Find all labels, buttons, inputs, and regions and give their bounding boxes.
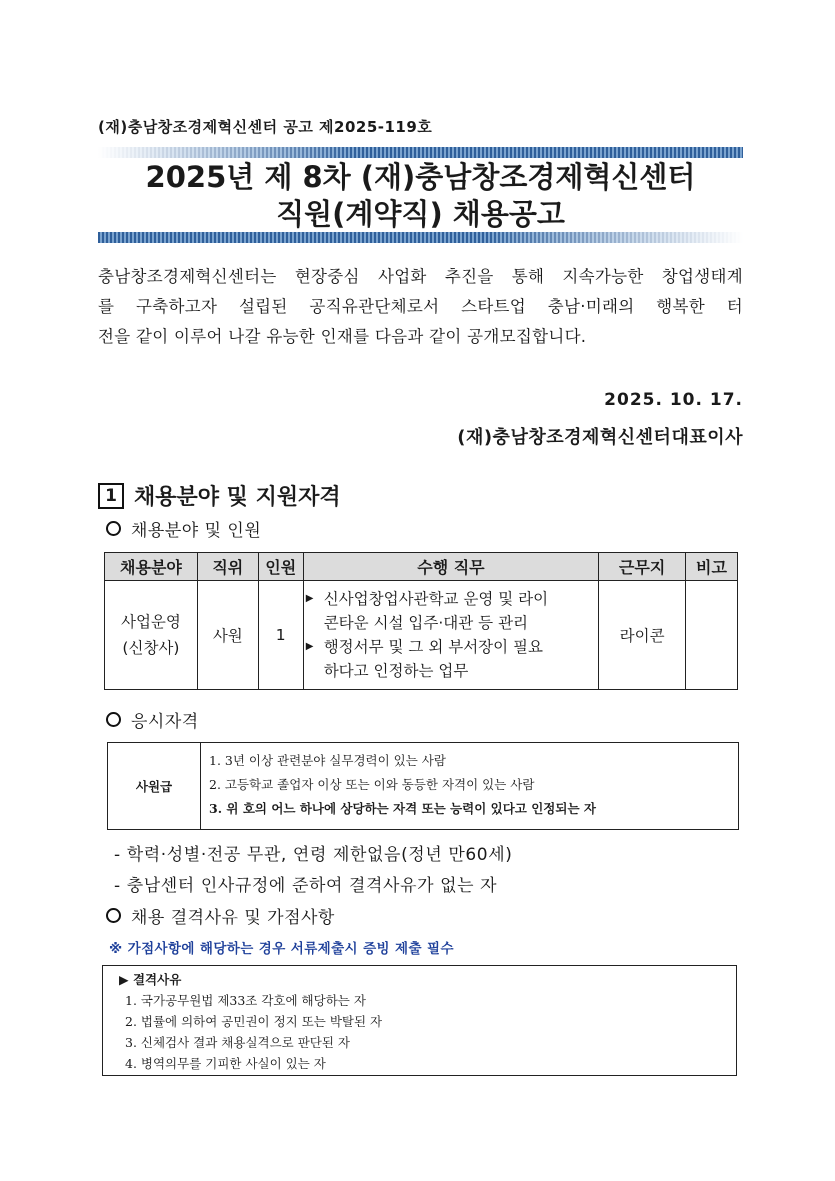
page-title-line2: 직원(계약직) 채용공고 [276,197,565,231]
section-number: 1 [98,483,124,509]
table-header: 수행 직무 [303,553,598,581]
duty-line: 콘타운 시설 입주·대관 등 관리 [323,614,529,632]
requirement-line: - 학력·성별·전공 무관, 연령 제한없음(정년 만60세) [114,845,513,865]
triangle-bullet-icon: ▶ [305,641,314,652]
intro-line: 전을 같이 이루어 나갈 유능한 인재를 다음과 같이 공개모집합니다. [98,327,587,346]
disqualification-item: 4. 병역의무를 기피한 사실이 있는 자 [125,1056,326,1071]
duty-line: 하다고 인정하는 업무 [323,662,469,680]
disqualification-box [102,965,737,1076]
table-row [105,581,738,690]
title-top-bar [98,147,743,158]
section-heading [98,480,341,511]
requirement-line: - 충남센터 인사규정에 준하여 결격사유가 없는 자 [114,876,498,896]
disqualification-item: 3. 신체검사 결과 채용실격으로 판단된 자 [125,1035,350,1050]
disqualification-item: 2. 법률에 의하여 공민권이 정지 또는 박탈된 자 [125,1014,383,1029]
circle-bullet-icon [106,908,121,923]
intro-line: 를 구축하고자 설립된 공직유관단체로서 스타트업 충남·미래의 행복한 터 [98,297,743,316]
duty-line: 신사업창업사관학교 운영 및 라이 [323,590,549,608]
table-header: 인원 [258,553,303,581]
subheading-qualification [106,707,199,732]
table-header: 근무지 [599,553,686,581]
disqualification-item: 1. 국가공무원법 제33조 각호에 해당하는 자 [125,993,366,1008]
position-cell: 사원 [197,581,258,690]
title-bottom-bar [98,232,743,243]
count-cell: 1 [258,581,303,690]
table-header: 직위 [197,553,258,581]
qualification-item: 2. 고등학교 졸업자 이상 또는 이와 동등한 자격이 있는 사람 [209,777,535,792]
circle-bullet-icon [106,521,121,536]
qualification-item: 1. 3년 이상 관련분야 실무경력이 있는 사람 [209,753,446,768]
qualification-list [201,743,596,829]
subheading-fields [106,516,261,541]
subheading-label: 응시자격 [131,712,199,732]
table-header: 채용분야 [105,553,198,581]
notice-number: (재)충남창조경제혁신센터 공고 제2025-119호 [98,118,433,136]
announcement-date: 2025. 10. 17. [604,390,743,410]
duty-line: 행정서무 및 그 외 부서장이 필요 [323,638,543,656]
subheading-disqualification [106,903,335,928]
intro-paragraph [98,262,743,352]
triangle-bullet-icon: ▶ [305,593,314,604]
qualification-label: 사원급 [108,743,201,829]
remarks-cell [686,581,738,690]
subheading-label: 채용분야 및 인원 [131,521,262,541]
field-name: 사업운영 [120,613,181,631]
duty-cell [303,581,598,690]
duty-item [306,635,594,683]
field-cell [105,581,198,690]
intro-line: 충남창조경제혁신센터는 현장중심 사업화 추진을 통해 지속가능한 창업생태계 [98,267,743,286]
table-header-row [105,553,738,581]
qualification-box [107,742,739,830]
organization-signature: (재)충남창조경제혁신센터대표이사 [457,427,743,448]
circle-bullet-icon [106,712,121,727]
table-header: 비고 [686,553,738,581]
qualification-item: 3. 위 호의 어느 하나에 상당하는 자격 또는 능력이 있다고 인정되는 자 [209,801,596,816]
bonus-note: ※ 가점사항에 해당하는 경우 서류제출시 증빙 제출 필수 [109,941,454,957]
subheading-label: 채용 결격사유 및 가점사항 [131,908,335,928]
jobs-table [104,552,738,690]
section-title: 채용분야 및 지원자격 [134,485,341,510]
field-dept: (신창사) [122,639,180,657]
disqualification-heading: ▶ 결격사유 [119,972,182,987]
location-cell: 라이콘 [599,581,686,690]
duty-item [306,587,594,635]
page-title-line1: 2025년 제 8차 (재)충남창조경제혁신센터 [145,160,696,194]
